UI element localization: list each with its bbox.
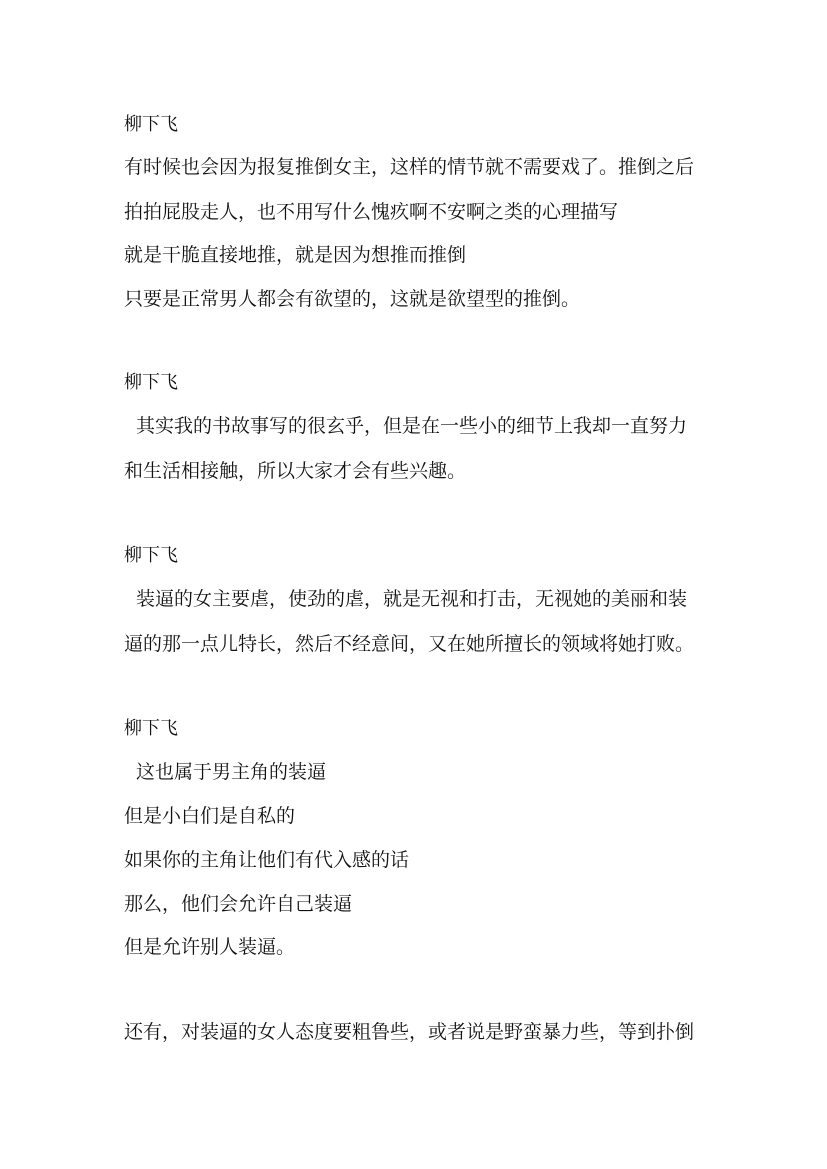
text-line: 还有，对装逼的女人态度要粗鲁些，或者说是野蛮暴力些，等到扑倒	[124, 1021, 695, 1043]
text-line: 这也属于男主角的装逼	[136, 761, 327, 783]
author-name: 柳下飞	[124, 545, 178, 566]
text-line: 有时候也会因为报复推倒女主，这样的情节就不需要戏了。推倒之后	[124, 156, 695, 178]
text-line: 逼的那一点儿特长，然后不经意间，又在她所擅长的领域将她打败。	[124, 633, 695, 655]
text-line: 但是小白们是自私的	[124, 805, 296, 827]
author-name: 柳下飞	[124, 372, 178, 393]
text-line: 其实我的书故事写的很玄乎，但是在一些小的细节上我却一直努力	[136, 415, 688, 437]
author-name: 柳下飞	[124, 718, 178, 739]
text-line: 拍拍屁股走人，也不用写什么愧疚啊不安啊之类的心理描写	[124, 201, 619, 223]
text-line: 和生活相接触，所以大家才会有些兴趣。	[124, 460, 467, 482]
text-line: 就是干脆直接地推，就是因为想推而推倒	[124, 244, 467, 266]
text-line: 但是允许别人装逼。	[124, 936, 296, 958]
text-line: 只要是正常男人都会有欲望的，这就是欲望型的推倒。	[124, 288, 581, 310]
text-line: 如果你的主角让他们有代入感的话	[124, 849, 410, 871]
text-line: 装逼的女主要虐，使劲的虐，就是无视和打击，无视她的美丽和装	[136, 588, 688, 610]
text-line: 那么，他们会允许自己装逼	[124, 893, 353, 915]
author-name: 柳下飞	[124, 114, 178, 135]
